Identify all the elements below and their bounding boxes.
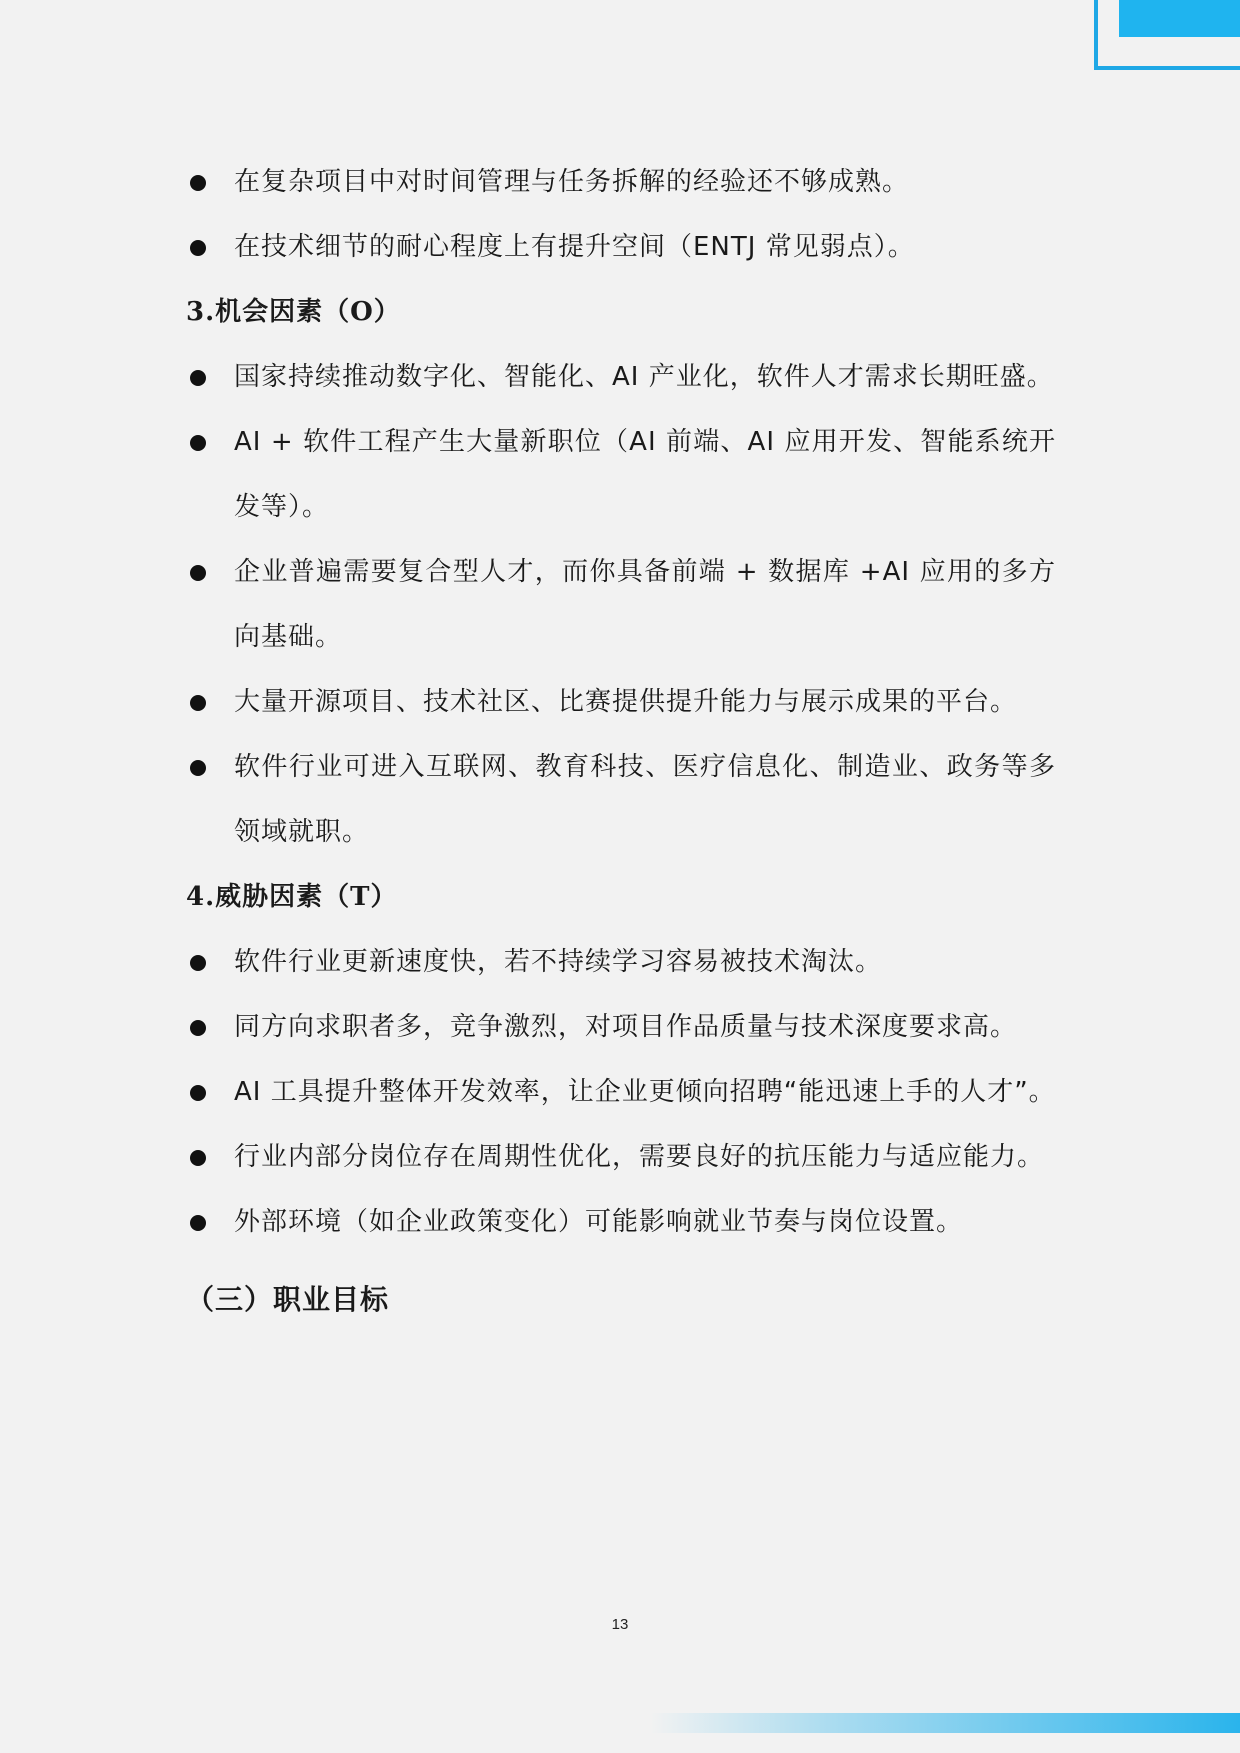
bullet-icon xyxy=(190,1150,206,1166)
bullet-icon xyxy=(190,695,206,711)
list-item xyxy=(186,410,1056,540)
list-item xyxy=(186,670,1056,735)
list-item-text: 同方向求职者多，竞争激烈，对项目作品质量与技术深度要求高。 xyxy=(234,1012,1018,1042)
list-item xyxy=(186,735,1056,865)
list-item xyxy=(186,150,1056,215)
list-item-text: 软件行业更新速度快，若不持续学习容易被技术淘汰。 xyxy=(234,947,883,977)
list-item-text: 大量开源项目、技术社区、比赛提供提升能力与展示成果的平台。 xyxy=(234,687,1018,717)
page-number: 13 xyxy=(611,1616,629,1633)
list-item xyxy=(186,345,1056,410)
bottom-gradient-bar xyxy=(650,1713,1240,1733)
list-item xyxy=(186,930,1056,995)
list-item-text: 外部环境（如企业政策变化）可能影响就业节奏与岗位设置。 xyxy=(234,1207,964,1237)
bullet-icon xyxy=(190,565,206,581)
list-item-text: AI + 软件工程产生大量新职位（AI 前端、AI 应用开发、智能系统开发等）。 xyxy=(234,427,1056,522)
section-title: （三）职业目标 xyxy=(186,1283,390,1316)
threat-heading: 4.威胁因素（T） xyxy=(186,882,398,912)
list-item-text: 软件行业可进入互联网、教育科技、医疗信息化、制造业、政务等多领域就职。 xyxy=(234,752,1056,847)
bullet-icon xyxy=(190,1020,206,1036)
corner-fill-decoration xyxy=(1119,0,1240,37)
list-item-text: 企业普遍需要复合型人才，而你具备前端 + 数据库 +AI 应用的多方向基础。 xyxy=(234,557,1056,652)
bullet-icon xyxy=(190,370,206,386)
bullet-icon xyxy=(190,1085,206,1101)
bullet-icon xyxy=(190,955,206,971)
opportunity-heading: 3.机会因素（O） xyxy=(186,297,401,327)
bullet-icon xyxy=(190,175,206,191)
list-item-text: AI 工具提升整体开发效率，让企业更倾向招聘“能迅速上手的人才”。 xyxy=(234,1077,1056,1107)
list-item xyxy=(186,995,1056,1060)
list-item xyxy=(186,540,1056,670)
list-item xyxy=(186,215,1056,280)
list-item-text: 行业内部分岗位存在周期性优化，需要良好的抗压能力与适应能力。 xyxy=(234,1142,1045,1172)
bullet-icon xyxy=(190,435,206,451)
list-item-text: 国家持续推动数字化、智能化、AI 产业化，软件人才需求长期旺盛。 xyxy=(234,362,1054,392)
bullet-icon xyxy=(190,240,206,256)
bullet-icon xyxy=(190,760,206,776)
list-item-text: 在复杂项目中对时间管理与任务拆解的经验还不够成熟。 xyxy=(234,167,910,197)
list-item xyxy=(186,1190,1056,1255)
page-content xyxy=(186,150,1056,1332)
list-item-text: 在技术细节的耐心程度上有提升空间（ENTJ 常见弱点）。 xyxy=(234,232,915,262)
list-item xyxy=(186,1060,1056,1125)
bullet-icon xyxy=(190,1215,206,1231)
list-item xyxy=(186,1125,1056,1190)
